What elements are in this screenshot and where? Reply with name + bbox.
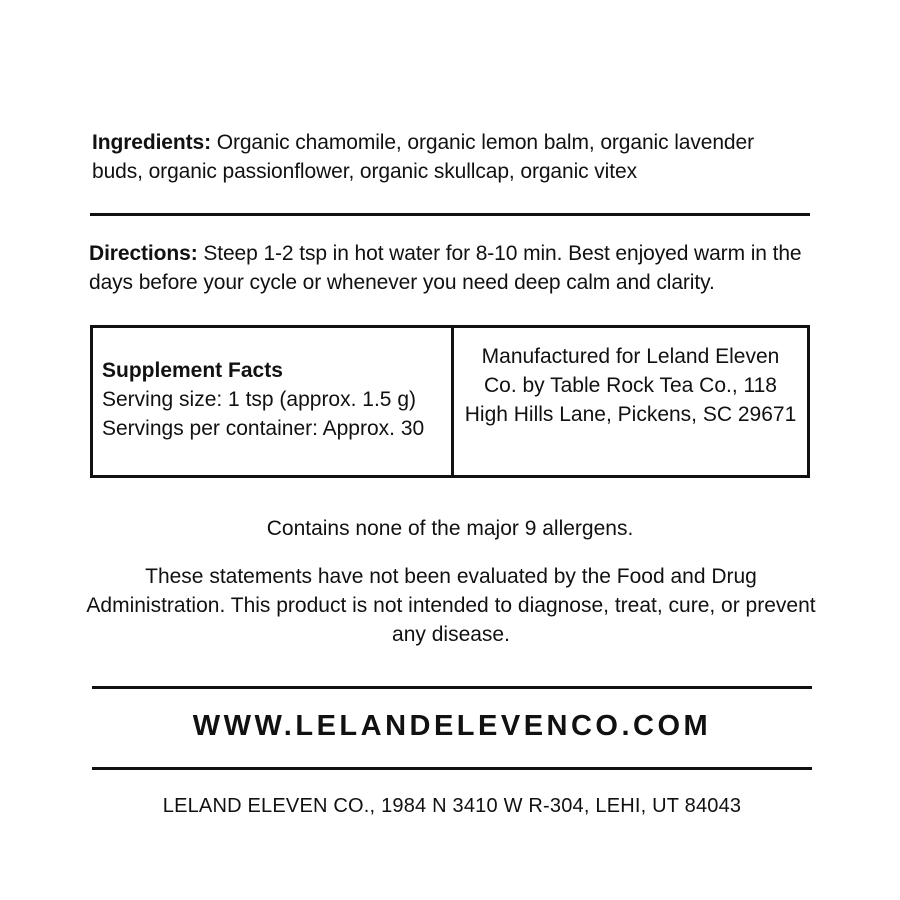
company-address: LELAND ELEVEN CO., 1984 N 3410 W R-304, LEHI, UT 84043: [162, 795, 742, 817]
fda-disclaimer: These statements have not been evaluated by the Food and Drug Administration. This product is not intended to diagnose, treat, cure, or prevent any disease.: [86, 565, 816, 646]
divider-website-bottom: [92, 767, 812, 770]
divider-website-top: [92, 686, 812, 689]
supplement-facts-title: Supplement Facts: [102, 359, 283, 382]
allergen-statement: Contains none of the major 9 allergens.: [266, 517, 634, 540]
manufacturer-cell: [454, 328, 807, 475]
manufacturer-text: Manufactured for Leland Eleven Co. by Table Rock Tea Co., 118 High Hills Lane, Pickens, SC 29671: [464, 345, 797, 426]
serving-size: Serving size: 1 tsp (approx. 1.5 g): [102, 388, 416, 411]
directions-paragraph: [89, 239, 811, 297]
directions-text: Steep 1-2 tsp in hot water for 8-10 min. Best enjoyed warm in the days before your cycle or whenever you need deep calm and clarity.: [89, 242, 802, 294]
servings-per-container: Servings per container: Approx. 30: [102, 417, 425, 440]
supplement-facts-cell: [93, 328, 454, 475]
ingredients-paragraph: [92, 128, 808, 186]
facts-table: [90, 325, 810, 478]
ingredients-text: Organic chamomile, organic lemon balm, organic lavender buds, organic passionflower, organic skullcap, organic vitex: [92, 131, 754, 183]
divider-top: [90, 213, 810, 216]
website-url[interactable]: WWW.LELANDELEVENCO.COM: [192, 710, 712, 742]
directions-label: Directions:: [89, 242, 198, 265]
ingredients-label: Ingredients:: [92, 131, 211, 154]
